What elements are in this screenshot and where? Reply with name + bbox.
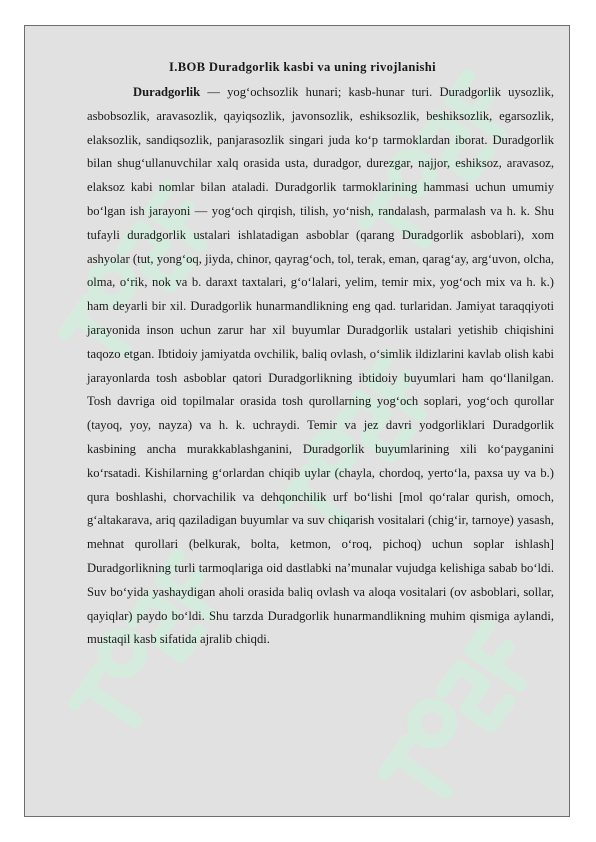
document-content [87, 59, 554, 652]
chapter-title: I.BOB Duradgorlik kasbi va uning rivojlanishi [169, 60, 436, 74]
body-paragraph [87, 81, 554, 652]
page-frame [24, 25, 570, 817]
paragraph-text: — yog‘ochsozlik hunari; kasb-hunar turi. Duradgorlik uysozlik, asbobsozlik, aravasozlik, qayiqsozlik, javonsozlik, eshiksozlik, beshiksozlik, egarsozlik, elaksozlik, sandiqsozlik, panjarasozlik singari juda ko‘p tarmoklardan iborat. Duradgorlik bilan shug‘ullanuvchilar xalq orasida usta, duradgor, durezgar, najjor, eshiksoz, aravasoz, elaksoz kabi nomlar bilan ataladi. Duradgorlik tarmoklarining hammasi uchun umumiy bo‘lgan ish jarayoni — yog‘och qirqish, tilish, yo‘nish, randalash, parmalash va h. k. Shu tufayli duradgorlik ustalari ishlatadigan asboblar (qarang Duradgorlik asboblari), xom ashyolar (tut, yong‘oq, jiyda, chinor, qayrag‘och, tol, terak, eman, qarag‘ay, arg‘uvon, olcha, olma, o‘rik, nok va b. daraxt taxtalari, g‘o‘lalari, yelim, temir mix, yog‘och mix va h. k.) ham deyarli bir xil. Duradgorlik hunarmandlikning eng qad. turlaridan. Jamiyat taraqqiyoti jarayonida inson uchun zarur har xil buyumlar Duradgorlik ustalari yetishib chiqishini taqozo etgan. Ibtidoiy jamiyatda ovchilik, baliq ovlash, o‘simlik ildizlarini kavlab olish kabi jarayonlarda tosh asboblar qatori Duradgorlikning ibtidoiy buyumlari ham qo‘llanilgan. Tosh davriga oid topilmalar orasida tosh qurollarning yog‘och soplari, yog‘och qurollar (tayoq, yoy, nayza) va h. k. uchraydi. Temir va jez davri yodgorliklari Duradgorlik kasbining ancha murakkablashganini, Duradgorlik buyumlarining xili ko‘payganini ko‘rsatadi. Kishilarning g‘orlardan chiqib uylar (chayla, chordoq, yerto‘la, paxsa uy va b.) qura boshlashi, chorvachilik va dehqonchilik urf bo‘lishi [mol qo‘ralar qurish, omoch, g‘altakarava, ariq qaziladigan buyumlar va suv chiqarish vositalari (chig‘ir, tarnoye) yasash, mehnat qurollari (belkurak, bolta, ketmon, o‘roq, pichoq) uchun soplar ishlash] Duradgorlikning turli tarmoqlariga oid dastlabki na’munalar vujudga kelishiga sabab bo‘ldi. Suv bo‘yida yashaydigan aholi orasida baliq ovlash va aloqa vositalari (ov asboblari, sollar, qayiqlar) paydo bo‘ldi. Shu tarzda Duradgorlik hunarmandlikning muhim qismiga aylandi, mustaqil kasb sifatida ajralib chiqdi. [87, 85, 554, 647]
lead-term: Duradgorlik [133, 85, 201, 99]
